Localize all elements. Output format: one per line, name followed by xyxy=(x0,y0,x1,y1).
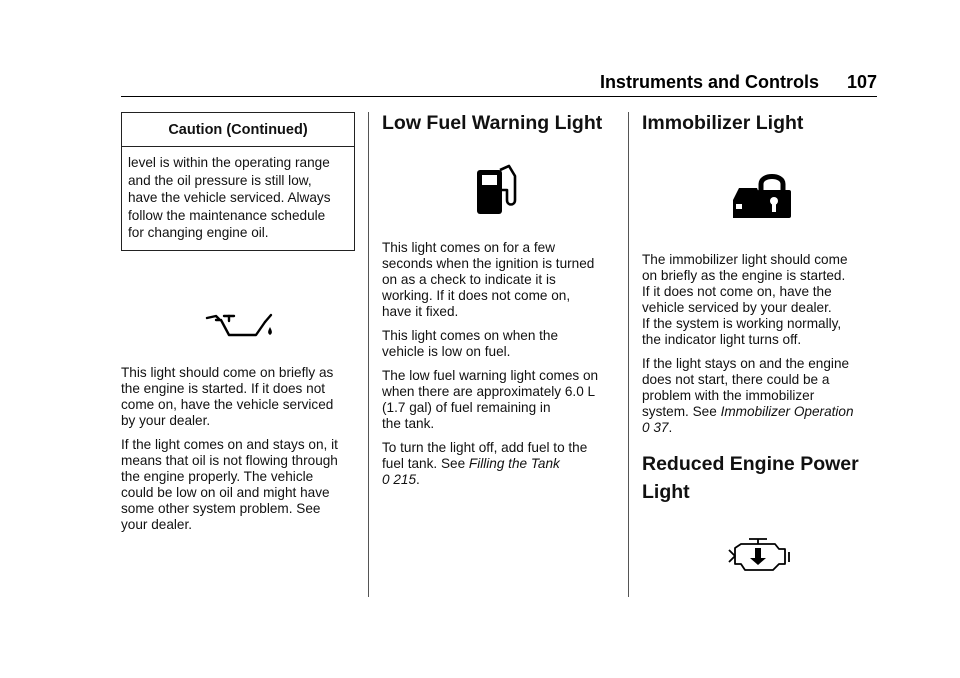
fuel-paragraph-1: This light comes on for a few seconds when the ignition is turned on as a check to indicate it is working. If it does not come on, have it fixed. xyxy=(382,240,595,319)
oil-can-icon xyxy=(121,307,357,349)
column-divider-1 xyxy=(368,112,369,597)
immobilizer-paragraph-2: If the light stays on and the engine does not start, there could be a problem with the immobilizer system. See Immobilizer Operation 0 37. xyxy=(642,356,854,435)
page-reference[interactable]: 0 215 xyxy=(382,472,417,487)
filling-tank-link[interactable]: Filling the Tank xyxy=(468,456,560,471)
fuel-pump-icon xyxy=(382,164,614,224)
oil-paragraph-2: If the light comes on and stays on, it means that oil is not flowing through the engine properly. The vehicle could be low on oil and might have some other system problem. See your dealer. xyxy=(121,436,338,532)
page-header xyxy=(0,72,877,93)
column-3 xyxy=(642,112,877,576)
page-number: 107 xyxy=(846,72,877,92)
car-padlock-icon xyxy=(642,170,877,226)
fuel-paragraph-2: This light comes on when the vehicle is low on fuel. xyxy=(382,328,559,359)
column-2 xyxy=(382,112,614,496)
caution-line: follow the maintenance schedule xyxy=(128,207,326,223)
caution-title: Caution (Continued) xyxy=(122,113,354,147)
immobilizer-paragraph-1: The immobilizer light should come on briefly as the engine is started. If it does not come on, have the vehicle serviced by your dealer. If the system is working normally, the indicator light turns off. xyxy=(642,252,848,347)
header-rule xyxy=(121,96,877,97)
section-title: Instruments and Controls xyxy=(599,72,819,92)
oil-paragraph-1: This light should come on briefly as the engine is started. If it does not come on, have the vehicle serviced by your dealer. xyxy=(121,364,334,428)
column-1 xyxy=(121,112,357,541)
caution-line: have the vehicle serviced. Always xyxy=(128,190,331,205)
caution-line: for changing engine oil. xyxy=(128,225,269,240)
caution-body xyxy=(122,147,354,250)
fuel-paragraph-3: The low fuel warning light comes on when there are approximately 6.0 L (1.7 gal) of fuel remaining in the tank. xyxy=(382,368,599,431)
low-fuel-heading: Low Fuel Warning Light xyxy=(382,112,603,134)
reduced-engine-power-heading: Reduced Engine Power Light xyxy=(642,453,859,503)
fuel-paragraph-4: To turn the light off, add fuel to the fuel tank. See Filling the Tank 0 215. xyxy=(382,440,588,487)
reduced-engine-power-icon xyxy=(642,536,877,576)
column-divider-2 xyxy=(628,112,629,597)
immobilizer-heading: Immobilizer Light xyxy=(642,112,804,134)
caution-line: level is within the operating range xyxy=(128,155,330,170)
caution-line: and the oil pressure is still low, xyxy=(128,172,312,188)
page-reference[interactable]: 0 37 xyxy=(642,420,669,435)
caution-box xyxy=(121,112,355,251)
immobilizer-operation-link[interactable]: Immobilizer Operation xyxy=(720,404,854,419)
